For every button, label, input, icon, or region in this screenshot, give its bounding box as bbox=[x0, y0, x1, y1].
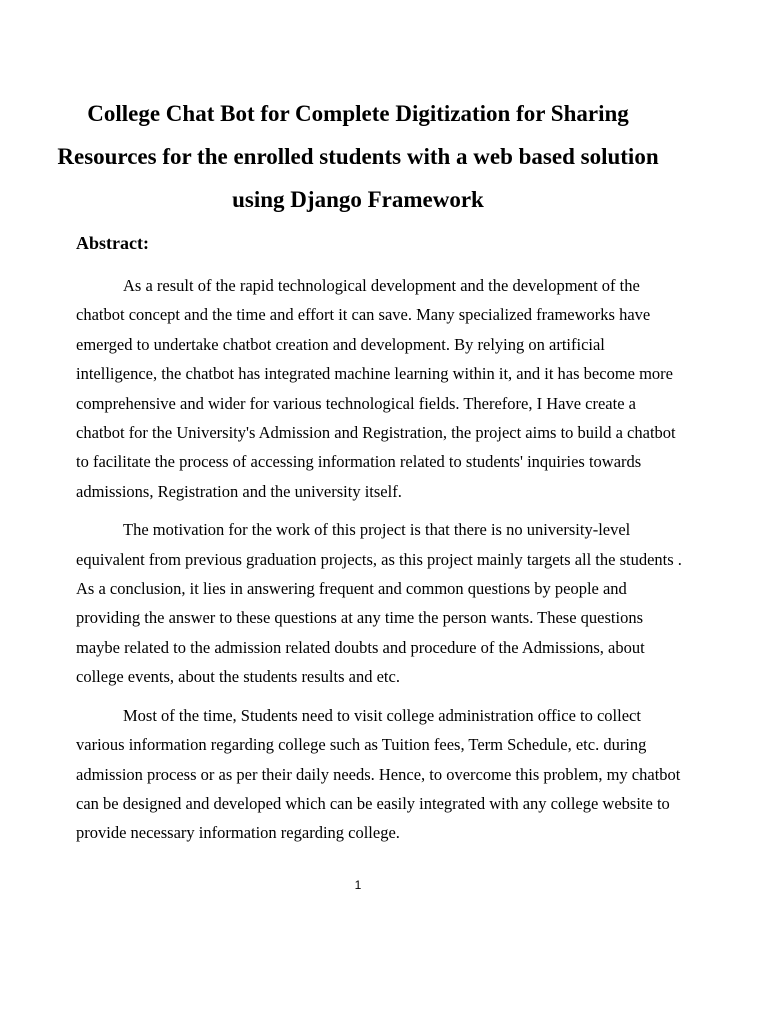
abstract-paragraph-2: The motivation for the work of this project is that there is no university-level equivalent from previous graduation projects, as this project mainly targets all the students . As a conclusion, it lies in answering frequent and common questions by people and providing the answer to these questions at any time the person wants. These questions maybe related to the admission related doubts and procedure of the Admissions, about college events, about the students results and etc. bbox=[76, 520, 682, 687]
abstract-paragraph-1: As a result of the rapid technological development and the development of the chatbot concept and the time and effort it can save. Many specialized frameworks have emerged to undertake chatbot creation and development. By relying on artificial intelligence, the chatbot has integrated machine learning within it, and it has become more comprehensive and wider for various technological fields. Therefore, I Have create a chatbot for the University's Admission and Registration, the project aims to build a chatbot to facilitate the process of accessing information related to students' inquiries towards admissions, Registration and the university itself. bbox=[76, 276, 676, 501]
abstract-body bbox=[76, 271, 688, 857]
abstract-paragraph-3: Most of the time, Students need to visit college administration office to collect various information regarding college such as Tuition fees, Term Schedule, etc. during admission process or as per their daily needs. Hence, to overcome this problem, my chatbot can be designed and developed which can be easily integrated with any college website to provide necessary information regarding college. bbox=[76, 705, 681, 843]
document-title: College Chat Bot for Complete Digitization for Sharing Resources for the enrolled students with a web based solution using Django Framework bbox=[57, 101, 659, 212]
page-number: 1 bbox=[354, 878, 362, 892]
abstract-heading: Abstract: bbox=[76, 233, 149, 253]
